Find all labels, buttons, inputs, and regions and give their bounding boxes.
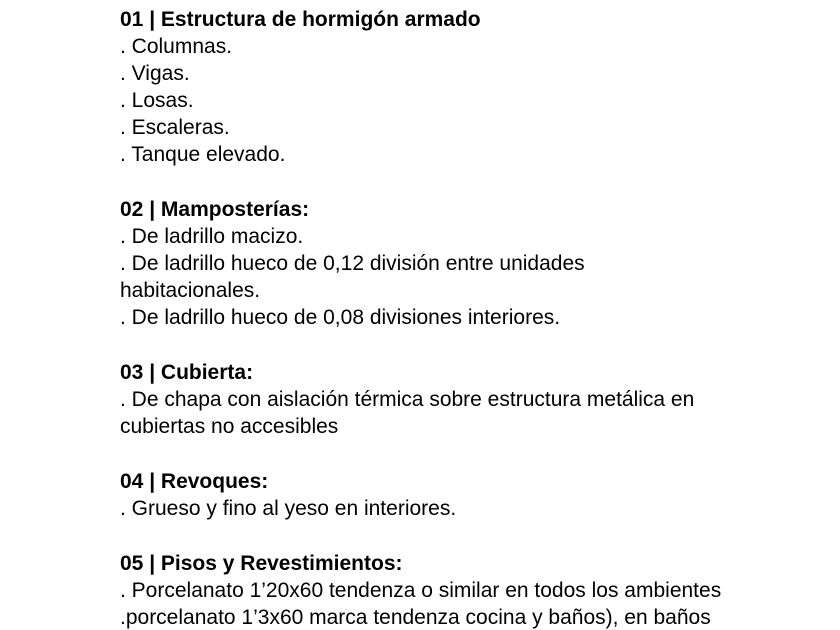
section-heading: 02 | Mamposterías: (120, 198, 310, 221)
list-item: . Losas. (120, 89, 194, 112)
list-item: . De ladrillo macizo. (120, 225, 304, 248)
list-item: . De ladrillo hueco de 0,08 divisiones interiores. (120, 306, 561, 329)
specification-document (120, 6, 820, 630)
section-heading: 01 | Estructura de hormigón armado (120, 8, 481, 31)
list-item: .porcelanato 1’3x60 marca tendenza cocina y baños), en baños (120, 606, 711, 629)
list-item: . Vigas. (120, 62, 190, 85)
list-item: . Columnas. (120, 35, 233, 58)
section-heading: 04 | Revoques: (120, 470, 269, 493)
section-roof (120, 359, 820, 440)
list-item: . Grueso y fino al yeso en interiores. (120, 497, 457, 520)
section-heading: 03 | Cubierta: (120, 361, 254, 384)
section-plaster (120, 468, 820, 522)
list-item: . Porcelanato 1’20x60 tendenza o similar en todos los ambientes (120, 579, 722, 602)
list-item: . Escaleras. (120, 116, 230, 139)
section-heading: 05 | Pisos y Revestimientos: (120, 552, 403, 575)
list-item: . De ladrillo hueco de 0,12 división entre unidades habitacionales. (120, 252, 585, 302)
list-item: . Tanque elevado. (120, 143, 286, 166)
section-masonry (120, 196, 820, 331)
section-structure (120, 6, 820, 168)
list-item: . De chapa con aislación térmica sobre estructura metálica en cubiertas no accesibles (120, 388, 695, 438)
section-floors (120, 550, 820, 630)
